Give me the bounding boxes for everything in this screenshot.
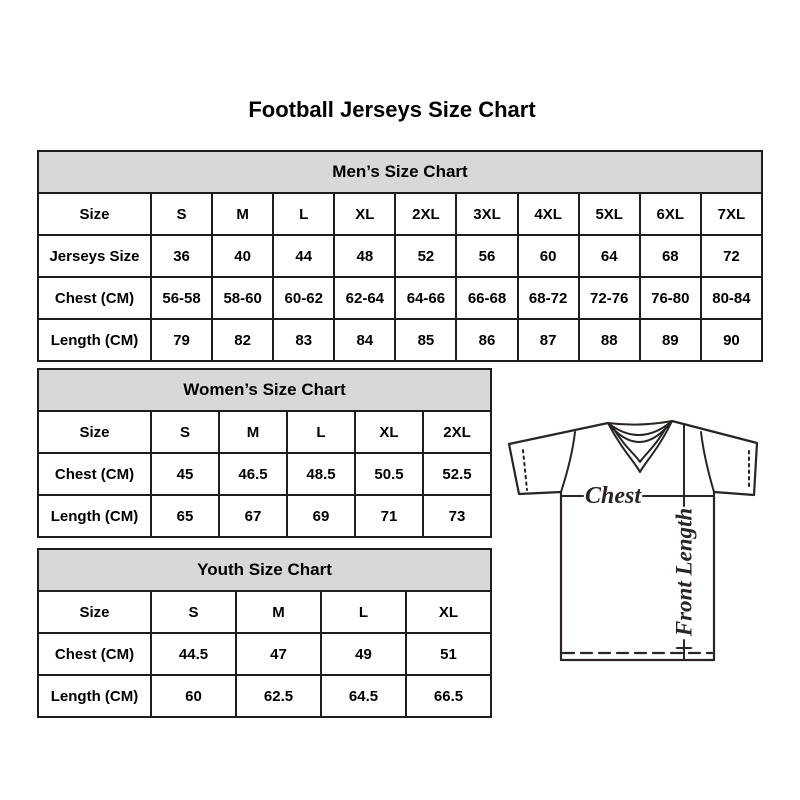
row-label-cell: Length (CM) (38, 495, 151, 537)
value-cell: 64 (579, 235, 640, 277)
womens-table-title: Women’s Size Chart (38, 369, 491, 411)
womens-size-table (37, 368, 492, 538)
value-cell: 56 (456, 235, 517, 277)
row-label-cell: Jerseys Size (38, 235, 151, 277)
value-cell: 66-68 (456, 277, 517, 319)
table-row (38, 591, 491, 633)
value-cell: 65 (151, 495, 219, 537)
value-cell: 46.5 (219, 453, 287, 495)
value-cell: 88 (579, 319, 640, 361)
value-cell: XL (355, 411, 423, 453)
jersey-cuff-stitch-left (523, 450, 527, 490)
table-row (38, 235, 762, 277)
value-cell: 44 (273, 235, 334, 277)
value-cell: 85 (395, 319, 456, 361)
table-row (38, 495, 491, 537)
value-cell: 5XL (579, 193, 640, 235)
value-cell: 73 (423, 495, 491, 537)
value-cell: L (273, 193, 334, 235)
front-length-label: Front Length (671, 507, 697, 637)
value-cell: 56-58 (151, 277, 212, 319)
row-label-cell: Size (38, 193, 151, 235)
value-cell: 84 (334, 319, 395, 361)
jersey-collar-top (608, 421, 672, 425)
row-label-cell: Chest (CM) (38, 277, 151, 319)
value-cell: 49 (321, 633, 406, 675)
value-cell: 82 (212, 319, 273, 361)
table-row (38, 633, 491, 675)
value-cell: S (151, 411, 219, 453)
value-cell: 2XL (395, 193, 456, 235)
value-cell: 68-72 (518, 277, 579, 319)
value-cell: 52 (395, 235, 456, 277)
value-cell: 2XL (423, 411, 491, 453)
value-cell: XL (406, 591, 491, 633)
value-cell: 44.5 (151, 633, 236, 675)
value-cell: 52.5 (423, 453, 491, 495)
value-cell: 50.5 (355, 453, 423, 495)
value-cell: 7XL (701, 193, 762, 235)
value-cell: 60-62 (273, 277, 334, 319)
table-row (38, 453, 491, 495)
value-cell: 47 (236, 633, 321, 675)
value-cell: 89 (640, 319, 701, 361)
table-header-row (38, 369, 491, 411)
value-cell: 3XL (456, 193, 517, 235)
chest-label: Chest (584, 483, 642, 509)
value-cell: M (236, 591, 321, 633)
jersey-body-outline (509, 421, 757, 660)
value-cell: S (151, 193, 212, 235)
row-label-cell: Size (38, 411, 151, 453)
value-cell: 71 (355, 495, 423, 537)
row-label-cell: Size (38, 591, 151, 633)
row-label-cell: Length (CM) (38, 319, 151, 361)
value-cell: L (287, 411, 355, 453)
value-cell: 86 (456, 319, 517, 361)
value-cell: 62-64 (334, 277, 395, 319)
value-cell: 66.5 (406, 675, 491, 717)
value-cell: S (151, 591, 236, 633)
value-cell: 48 (334, 235, 395, 277)
value-cell: 68 (640, 235, 701, 277)
table-row (38, 319, 762, 361)
table-row (38, 411, 491, 453)
value-cell: 72-76 (579, 277, 640, 319)
value-cell: 6XL (640, 193, 701, 235)
value-cell: L (321, 591, 406, 633)
value-cell: 72 (701, 235, 762, 277)
value-cell: 64.5 (321, 675, 406, 717)
value-cell: 62.5 (236, 675, 321, 717)
table-header-row (38, 549, 491, 591)
youth-table-title: Youth Size Chart (38, 549, 491, 591)
jersey-armhole-right (701, 432, 714, 492)
value-cell: 87 (518, 319, 579, 361)
value-cell: 40 (212, 235, 273, 277)
page-title: Football Jerseys Size Chart (248, 97, 536, 122)
value-cell: 83 (273, 319, 334, 361)
value-cell: 90 (701, 319, 762, 361)
value-cell: 67 (219, 495, 287, 537)
value-cell: M (212, 193, 273, 235)
value-cell: 36 (151, 235, 212, 277)
row-label-cell: Length (CM) (38, 675, 151, 717)
row-label-cell: Chest (CM) (38, 453, 151, 495)
value-cell: 45 (151, 453, 219, 495)
table-row (38, 277, 762, 319)
table-row (38, 193, 762, 235)
youth-size-table (37, 548, 492, 718)
mens-table-title: Men’s Size Chart (38, 151, 762, 193)
value-cell: 48.5 (287, 453, 355, 495)
table-header-row (38, 151, 762, 193)
value-cell: XL (334, 193, 395, 235)
value-cell: 64-66 (395, 277, 456, 319)
value-cell: 58-60 (212, 277, 273, 319)
value-cell: 60 (518, 235, 579, 277)
value-cell: 51 (406, 633, 491, 675)
row-label-cell: Chest (CM) (38, 633, 151, 675)
value-cell: 80-84 (701, 277, 762, 319)
value-cell: 60 (151, 675, 236, 717)
mens-size-table (37, 150, 763, 362)
table-row (38, 675, 491, 717)
jersey-measurement-diagram (495, 403, 770, 675)
value-cell: M (219, 411, 287, 453)
value-cell: 79 (151, 319, 212, 361)
jersey-armhole-left (561, 432, 575, 492)
value-cell: 69 (287, 495, 355, 537)
value-cell: 76-80 (640, 277, 701, 319)
value-cell: 4XL (518, 193, 579, 235)
